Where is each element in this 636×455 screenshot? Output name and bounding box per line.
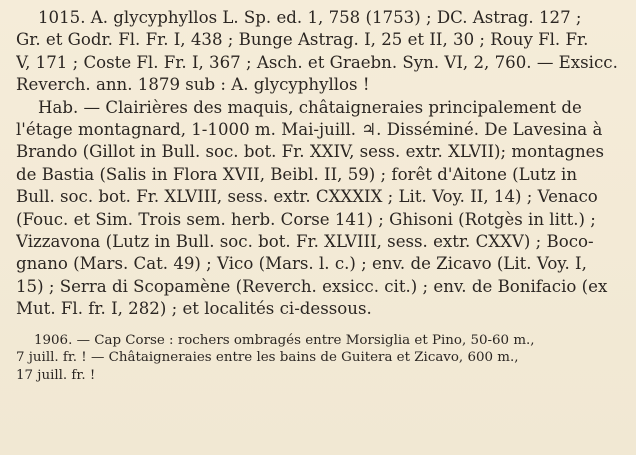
habitat-line: (Fouc. et Sim. Trois sem. herb. Corse 141) ; Ghisoni (Rotgès in litt.) ;: [16, 209, 596, 229]
habitat-line: gnano (Mars. Cat. 49) ; Vico (Mars. l. c.) ; env. de Zicavo (Lit. Voy. I,: [16, 254, 587, 274]
habitat-line: Brando (Gillot in Bull. soc. bot. Fr. XXIV, sess. extr. XLVII); montagnes: [16, 142, 604, 162]
observation-line: 17 juill. fr. !: [16, 367, 96, 383]
habitat-line: Vizzavona (Lutz in Bull. soc. bot. Fr. XLVIII, sess. extr. CXXV) ; Boco-: [16, 232, 594, 252]
habitat-line: l'étage montagnard, 1-1000 m. Mai-juill. ♃. Disséminé. De Lavesina à: [16, 120, 603, 140]
entry-line: Gr. et Godr. Fl. Fr. I, 438 ; Bunge Astrag. I, 25 et II, 30 ; Rouy Fl. Fr.: [16, 30, 589, 50]
habitat-line: 15) ; Serra di Scopamène (Reverch. exsicc. cit.) ; env. de Bonifacio (ex: [16, 276, 608, 296]
habitat-paragraph: [16, 97, 624, 321]
observation-line: 1906. — Cap Corse : rochers ombragés entre Morsiglia et Pino, 50-60 m.,: [34, 332, 535, 348]
habitat-line: Mut. Fl. fr. I, 282) ; et localités ci-dessous.: [16, 299, 372, 319]
habitat-line: Bull. soc. bot. Fr. XLVIII, sess. extr. CXXXIX ; Lit. Voy. II, 14) ; Venaco: [16, 187, 598, 207]
entry-line: V, 171 ; Coste Fl. Fr. I, 367 ; Asch. et Graebn. Syn. VI, 2, 760. — Exsicc.: [16, 52, 618, 72]
entry-line: 1015. A. glycyphyllos L. Sp. ed. 1, 758 (1753) ; DC. Astrag. 127 ;: [38, 8, 582, 27]
habitat-line: de Bastia (Salis in Flora XVII, Beibl. II, 59) ; forêt d'Aitone (Lutz in: [16, 164, 578, 184]
entry-line: Reverch. ann. 1879 sub : A. glycyphyllos !: [16, 75, 370, 95]
observation-line: 7 juill. fr. ! — Châtaigneraies entre les bains de Guitera et Zicavo, 600 m.,: [16, 350, 519, 366]
species-entry: [16, 7, 624, 97]
habitat-line: Hab. — Clairières des maquis, châtaigneraies principalement de: [38, 97, 582, 117]
observations-paragraph: [16, 332, 624, 384]
